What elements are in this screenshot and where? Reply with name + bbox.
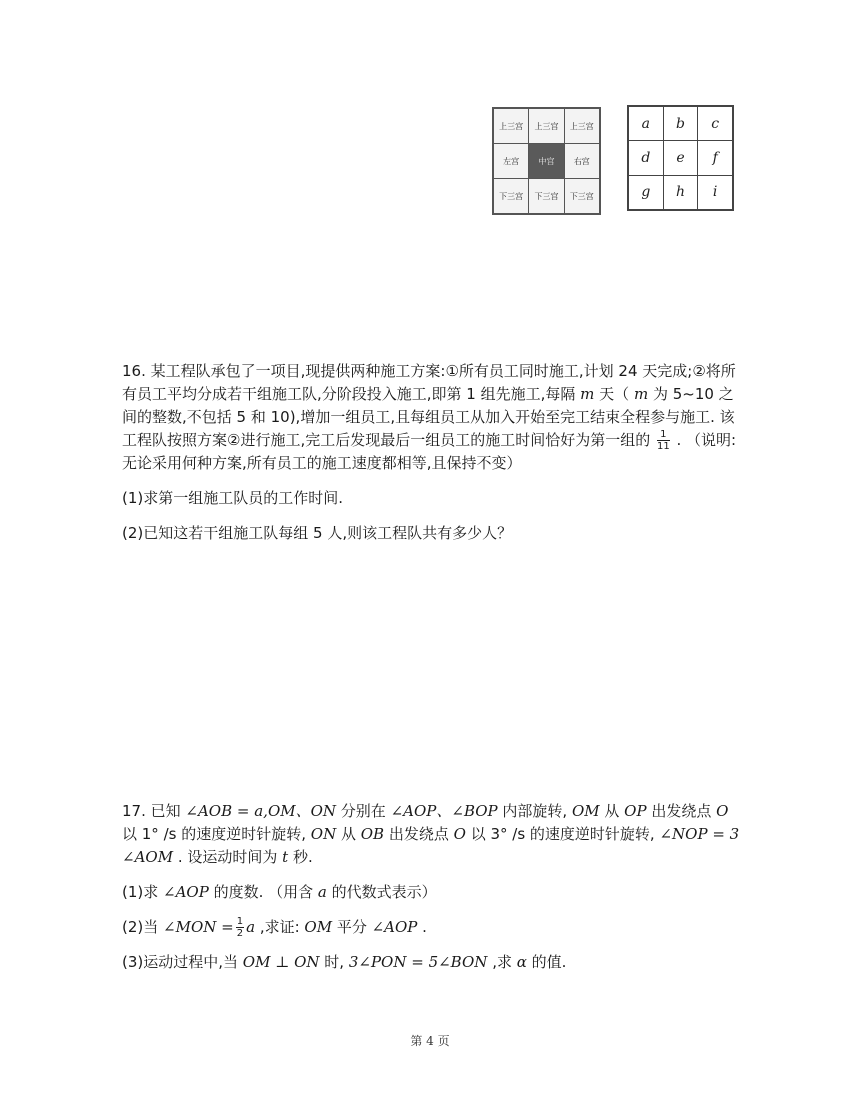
math: OP (624, 802, 647, 820)
math: 3∠PON = 5∠BON (348, 953, 488, 971)
text: 以 1° /s 的速度逆时针旋转, (122, 825, 311, 843)
grid-cell: 右宫 (565, 144, 599, 178)
text: 17. 已知 (122, 802, 186, 820)
text: 的代数式表示） (326, 883, 437, 901)
text: . 设运动时间为 (173, 848, 283, 866)
text: 时, (319, 953, 349, 971)
math: m (580, 385, 595, 403)
question-16 (122, 360, 742, 545)
text: (3)运动过程中,当 (122, 953, 243, 971)
math: OM (571, 802, 600, 820)
text: 为 5~10 之间的整数,不包括 5 和 10),增加一组员工,且每组员工从加入开始至完工结束全程参与施工. 该工程队按照方案②进行施工,完工后发现最后一组员工的施工时间恰好为第一组的 (122, 385, 735, 449)
page-number: 第 4 页 (410, 1034, 450, 1048)
text: ,求 (487, 953, 517, 971)
math: O (716, 802, 729, 820)
grid-cell: a (629, 107, 663, 140)
question-16-stem (122, 360, 742, 475)
text: 秒. (288, 848, 313, 866)
question-17-part-1 (122, 881, 742, 904)
math: a (317, 883, 327, 901)
math: ∠MON = (163, 918, 234, 936)
fraction (236, 916, 244, 939)
text: 的值. (526, 953, 567, 971)
text: . (417, 918, 427, 936)
grid-cell: g (629, 176, 663, 209)
grid-cell: e (664, 141, 698, 174)
math: ∠AOP (371, 918, 418, 936)
text: 从 (599, 802, 625, 820)
text: 天（ (594, 385, 634, 403)
text: (2)当 (122, 918, 164, 936)
math: OM (304, 918, 333, 936)
math: OB (360, 825, 385, 843)
text: 内部旋转, (497, 802, 572, 820)
question-17-stem (122, 800, 742, 869)
text: 平分 (332, 918, 372, 936)
text: 16. 某工程队承包了一项目,现提供两种施工方案:①所有员工同时施工,计划 24 天完成;②将所有员工平均分成若干组施工队,分阶段投入施工,即第 1 组先施工,每隔 (122, 362, 736, 403)
grid-cell: f (698, 141, 732, 174)
question-17-part-2 (122, 916, 742, 939)
text: 从 (336, 825, 361, 843)
grid-cell: 上三宫 (529, 109, 563, 143)
question-17 (122, 800, 742, 974)
text: 出发绕点 (646, 802, 717, 820)
grid-cell: 左宫 (494, 144, 528, 178)
math: ON (310, 825, 337, 843)
grid-cell-center: 中宫 (529, 144, 563, 178)
text: ,求证: (255, 918, 305, 936)
math: ∠AOP、∠BOP (390, 802, 498, 820)
math: m (633, 385, 649, 403)
grid-cell: b (664, 107, 698, 140)
text: 分别在 (336, 802, 391, 820)
math: a (246, 918, 256, 936)
grid-cell: i (698, 176, 732, 209)
letter-grid-figure (627, 105, 734, 211)
grid-cell: h (664, 176, 698, 209)
question-17-part-3 (122, 951, 742, 974)
grid-cell: d (629, 141, 663, 174)
math: ∠AOB = a,OM、ON (185, 802, 337, 820)
fraction-numerator: 1 (657, 429, 670, 441)
math: ∠AOP (163, 883, 209, 901)
math: O (453, 825, 466, 843)
text: 出发绕点 (384, 825, 454, 843)
fraction (657, 429, 670, 452)
text: 以 3° /s 的速度逆时针旋转, (465, 825, 660, 843)
grid-cell: 下三宫 (565, 179, 599, 213)
math: α (516, 953, 527, 971)
grid-cell: 上三宫 (565, 109, 599, 143)
grid-cell: 下三宫 (494, 179, 528, 213)
palace-grid-figure (492, 107, 601, 215)
text: 的度数. （用含 (208, 883, 318, 901)
question-16-part-1: (1)求第一组施工队员的工作时间. (122, 489, 344, 507)
math: OM ⊥ ON (242, 953, 320, 971)
math: ∠NOP = 3 ∠AOM (122, 825, 740, 866)
fraction-denominator: 11 (657, 441, 670, 452)
text: (1)求 (122, 883, 164, 901)
grid-cell: 下三宫 (529, 179, 563, 213)
fraction-denominator: 2 (236, 928, 244, 939)
math: t (282, 848, 289, 866)
text: . （说明:无论采用何种方案,所有员工的施工速度都相等,且保持不变） (122, 431, 737, 472)
grid-cell: 上三宫 (494, 109, 528, 143)
question-16-part-2: (2)已知这若干组施工队每组 5 人,则该工程队共有多少人？ (122, 524, 513, 542)
grid-cell: c (698, 107, 732, 140)
fraction-numerator: 1 (236, 916, 244, 927)
